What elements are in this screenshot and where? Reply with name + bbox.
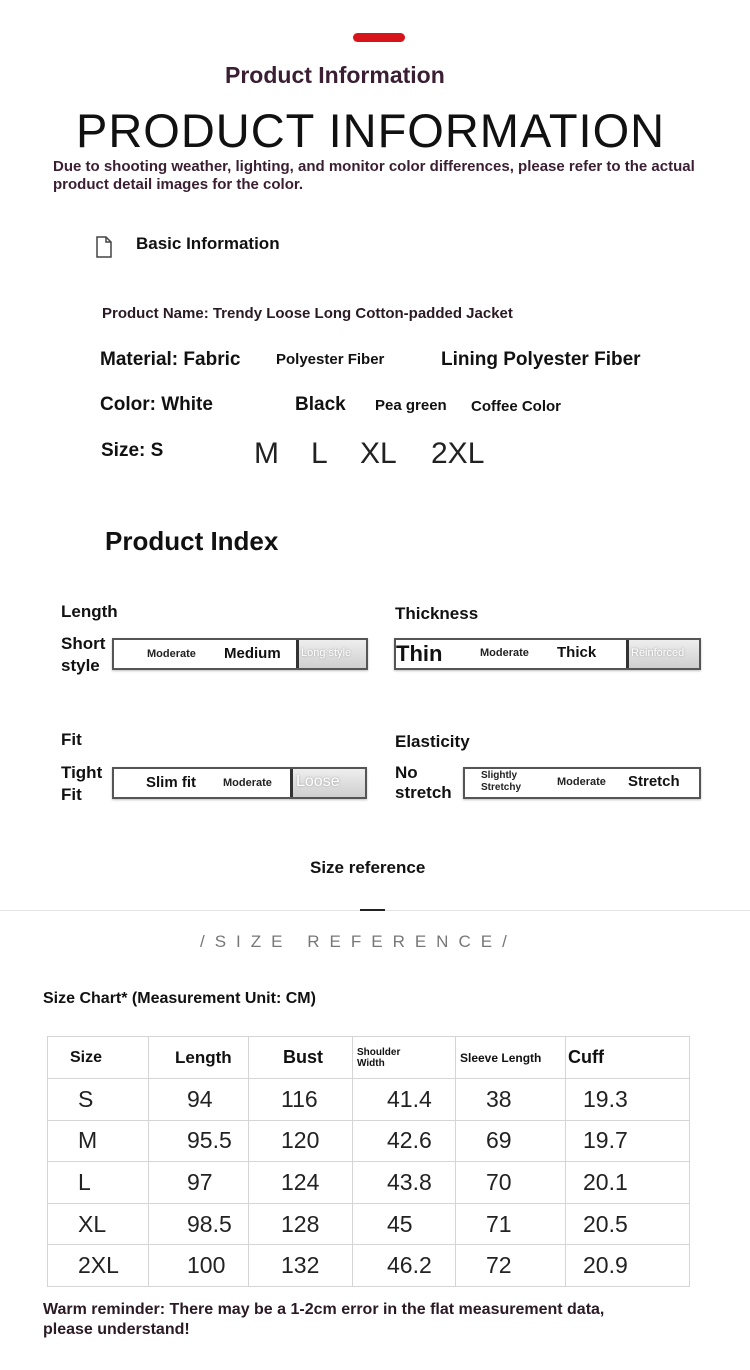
color-option: Pea green: [375, 397, 447, 414]
cell-size: S: [48, 1079, 149, 1121]
cell-sleeve: 38: [456, 1079, 566, 1121]
color-option: Coffee Color: [471, 398, 561, 415]
elasticity-label: Elasticity: [395, 732, 470, 751]
cell-length: 98.5: [149, 1203, 249, 1245]
divider-accent: [360, 909, 385, 911]
product-name: Product Name: Trendy Loose Long Cotton-padded Jacket: [102, 305, 513, 322]
header-cuff: Cuff: [566, 1037, 690, 1079]
header-shoulder: [353, 1037, 456, 1079]
cell-size: M: [48, 1120, 149, 1162]
product-index-title: Product Index: [105, 526, 279, 556]
size-option: M: [254, 437, 279, 470]
fit-start: Fit: [61, 785, 82, 804]
cell-length: 97: [149, 1162, 249, 1204]
cell-shoulder: 41.4: [353, 1079, 456, 1121]
cell-cuff: 20.1: [566, 1162, 690, 1204]
length-option: Moderate: [147, 648, 196, 660]
cell-bust: 120: [249, 1120, 353, 1162]
cell-bust: 128: [249, 1203, 353, 1245]
cell-size: L: [48, 1162, 149, 1204]
length-scale: [112, 638, 368, 670]
elasticity-option: Slightly: [481, 770, 518, 781]
warm-reminder: Warm reminder: There may be a 1-2cm error in the flat measurement data, please understand!: [43, 1301, 605, 1338]
header-length: Length: [149, 1037, 249, 1079]
fit-start: Tight: [61, 763, 103, 782]
cell-size: XL: [48, 1203, 149, 1245]
cell-sleeve: 72: [456, 1245, 566, 1287]
length-start: Short: [61, 634, 106, 653]
cell-length: 94: [149, 1079, 249, 1121]
cell-cuff: 19.3: [566, 1079, 690, 1121]
basic-info-title: Basic Information: [136, 234, 280, 253]
material-lining: Lining Polyester Fiber: [441, 349, 641, 370]
length-label: Length: [61, 602, 118, 621]
table-row: [48, 1203, 690, 1245]
table-row: [48, 1162, 690, 1204]
thickness-option: Thick: [557, 644, 597, 661]
header-size: Size: [48, 1037, 149, 1079]
size-reference-title: Size reference: [310, 858, 426, 877]
cell-size: 2XL: [48, 1245, 149, 1287]
document-icon: [95, 236, 113, 258]
table-header-row: [48, 1037, 690, 1079]
fit-selected: [290, 769, 365, 797]
material-fabric: Polyester Fiber: [276, 351, 385, 368]
fit-scale: [112, 767, 367, 799]
header-shoulder-line2: Width: [357, 1057, 385, 1069]
cell-shoulder: 42.6: [353, 1120, 456, 1162]
size-option: XL: [360, 437, 397, 470]
cell-bust: 132: [249, 1245, 353, 1287]
length-option: Long style: [301, 647, 352, 659]
cell-length: 100: [149, 1245, 249, 1287]
elasticity-scale: [463, 767, 701, 799]
fit-option: Moderate: [223, 777, 272, 789]
cell-sleeve: 70: [456, 1162, 566, 1204]
header-bust: Bust: [249, 1037, 353, 1079]
cell-cuff: 20.9: [566, 1245, 690, 1287]
color-label: Color: White: [100, 394, 213, 415]
cell-shoulder: 46.2: [353, 1245, 456, 1287]
elasticity-option: Moderate: [557, 776, 606, 788]
elasticity-start: No: [395, 763, 418, 782]
fit-option: Loose: [296, 773, 340, 790]
cell-cuff: 20.5: [566, 1203, 690, 1245]
size-chart-title: Size Chart* (Measurement Unit: CM): [43, 990, 316, 1007]
accent-bar: [353, 33, 405, 42]
page-title: PRODUCT INFORMATION: [76, 104, 666, 157]
header-shoulder-line1: Shoulder: [357, 1046, 401, 1058]
fit-label: Fit: [61, 730, 82, 749]
size-option: L: [311, 437, 328, 470]
cell-cuff: 19.7: [566, 1120, 690, 1162]
size-label: Size: S: [101, 440, 164, 461]
elasticity-end: Stretch: [628, 773, 680, 790]
header-sleeve: Sleeve Length: [456, 1037, 566, 1079]
cell-shoulder: 43.8: [353, 1162, 456, 1204]
table-row: [48, 1245, 690, 1287]
color-option: Black: [295, 394, 346, 415]
table-row: [48, 1079, 690, 1121]
thickness-option: Reinforced: [631, 647, 685, 659]
length-selected: [296, 640, 366, 668]
table-row: [48, 1120, 690, 1162]
section-title: Product Information: [225, 62, 445, 88]
fit-option: Slim fit: [146, 774, 197, 791]
color-notice: Due to shooting weather, lighting, and monitor color differences, please refer to the actual product detail images for the color.: [53, 158, 695, 193]
size-reference-banner: /SIZE REFERENCE/: [200, 932, 517, 951]
cell-shoulder: 45: [353, 1203, 456, 1245]
thickness-start: Thin: [396, 641, 443, 666]
elasticity-option: Stretchy: [481, 782, 522, 793]
thickness-selected: [626, 640, 699, 668]
cell-bust: 116: [249, 1079, 353, 1121]
cell-bust: 124: [249, 1162, 353, 1204]
size-table: [47, 1036, 690, 1287]
cell-sleeve: 71: [456, 1203, 566, 1245]
thickness-label: Thickness: [395, 604, 479, 623]
material-label: Material: Fabric: [100, 349, 241, 370]
size-option: 2XL: [431, 437, 485, 470]
length-start: style: [61, 656, 100, 675]
thickness-scale: [394, 638, 701, 670]
length-option: Medium: [224, 645, 281, 662]
elasticity-start: stretch: [395, 783, 452, 802]
thickness-option: Moderate: [480, 647, 529, 659]
cell-sleeve: 69: [456, 1120, 566, 1162]
cell-length: 95.5: [149, 1120, 249, 1162]
